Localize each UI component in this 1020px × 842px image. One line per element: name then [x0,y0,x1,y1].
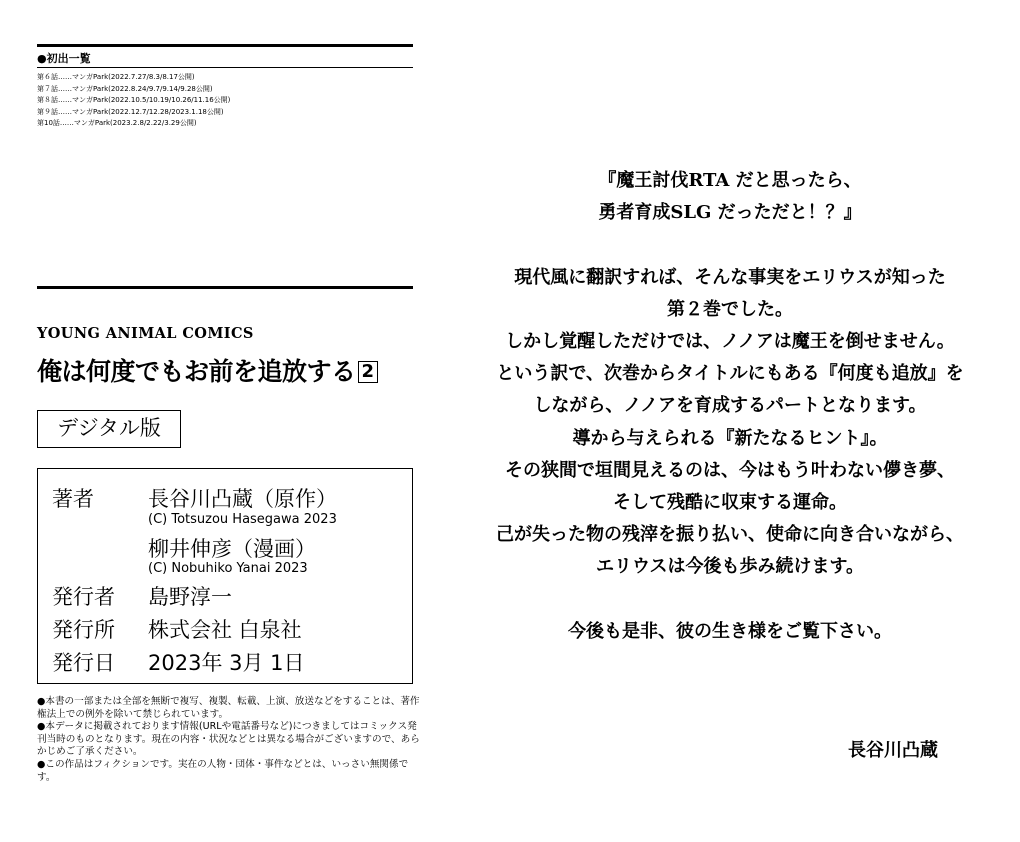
first-appearance-title: ●初出一覧 [37,52,91,65]
publisher-company-label: 発行所 [52,618,115,642]
thin-rule [37,67,413,68]
author-label: 著者 [52,487,94,511]
credits-box [37,468,413,684]
list-item: 第９話……マンガPark(2022.12.7/12.28/2023.1.18公開) [37,107,224,116]
afterword-line: 己が失った物の残滓を振り払い、使命に向き合いながら、 [496,524,964,546]
afterword-line: という訳で、次巻からタイトルにもある『何度も追放』を [496,363,964,385]
list-item: 第10話……マンガPark(2023.2.8/2.22/3.29公開) [37,119,197,127]
afterword-spacer [440,229,1020,261]
publisher-company: 株式会社 白泉社 [148,618,302,642]
afterword-page [440,0,1020,842]
manga-artist-copyright: (C) Nobuhiko Yanai 2023 [148,561,308,576]
first-appearance-list [37,72,230,130]
list-item: 第８話……マンガPark(2022.10.5/10.19/10.26/11.16公開) [37,96,231,104]
colophon-page [0,0,430,842]
note-copyright: ●本書の一部または全部を無断で複写、複製、転載、上演、放送などをすることは、著作権法上での例外を除いて禁じられています。 [37,696,420,720]
middle-rule [37,286,413,289]
afterword-line: 現代風に翻訳すれば、そんな事実をエリウスが知った [514,266,946,288]
manga-artist: 柳井伸彦（漫画） [148,537,316,561]
afterword-line: そして残酷に収束する運命。 [613,491,847,513]
afterword-line: しながら、ノノアを育成するパートとなります。 [533,395,927,417]
author-signature: 長谷川凸蔵 [848,740,938,761]
afterword-line: 『魔王討伐RTA だと思ったら、 [598,170,862,191]
series-label: YOUNG ANIMAL COMICS [37,325,254,342]
top-rule [37,44,413,47]
note-data-info: ●本データに掲載されております情報(URLや電話番号など)につきましてはコミックス発刊当時のものとなります。現在の内容・状況などとは異なる場合がございますので、あらかじめご了承ください。 [37,721,420,758]
afterword-line: エリウスは今後も歩み続けます。 [595,556,865,578]
original-author: 長谷川凸蔵（原作） [148,487,337,511]
afterword-line: 第２巻でした。 [667,298,793,320]
afterword-line: その狭間で垣間見えるのは、今はもう叶わない儚き夢、 [505,459,955,481]
legal-notes [37,696,421,784]
afterword-line: 勇者育成SLG だっただと！？』 [598,202,862,224]
publisher-person-label: 発行者 [52,585,115,609]
afterword-line: 今後も是非、彼の生き様をご覧下さい。 [568,620,892,642]
note-fiction: ●この作品はフィクションです。実在の人物・団体・事件などとは、いっさい無関係です。 [37,758,409,783]
date-label: 発行日 [52,651,115,675]
publication-date: 2023年 3月 1日 [148,651,305,675]
afterword-line: 導から与えられる『新たなるヒント』。 [572,427,888,449]
volume-number: 2 [358,361,378,383]
book-title [37,352,378,388]
edition-label: デジタル版 [37,410,181,448]
publisher-person: 島野淳一 [148,585,232,609]
afterword-spacer [440,583,1020,615]
list-item: 第７話……マンガPark(2022.8.24/9.7/9.14/9.28公開) [37,84,213,93]
afterword-message [440,165,1020,648]
list-item: 第６話……マンガPark(2022.7.27/8.3/8.17公開) [37,73,195,81]
book-title-text: 俺は何度でもお前を追放する [37,357,356,386]
original-author-copyright: (C) Totsuzou Hasegawa 2023 [148,512,337,527]
afterword-line: しかし覚醒しただけでは、ノノアは魔王を倒せません。 [505,330,955,352]
